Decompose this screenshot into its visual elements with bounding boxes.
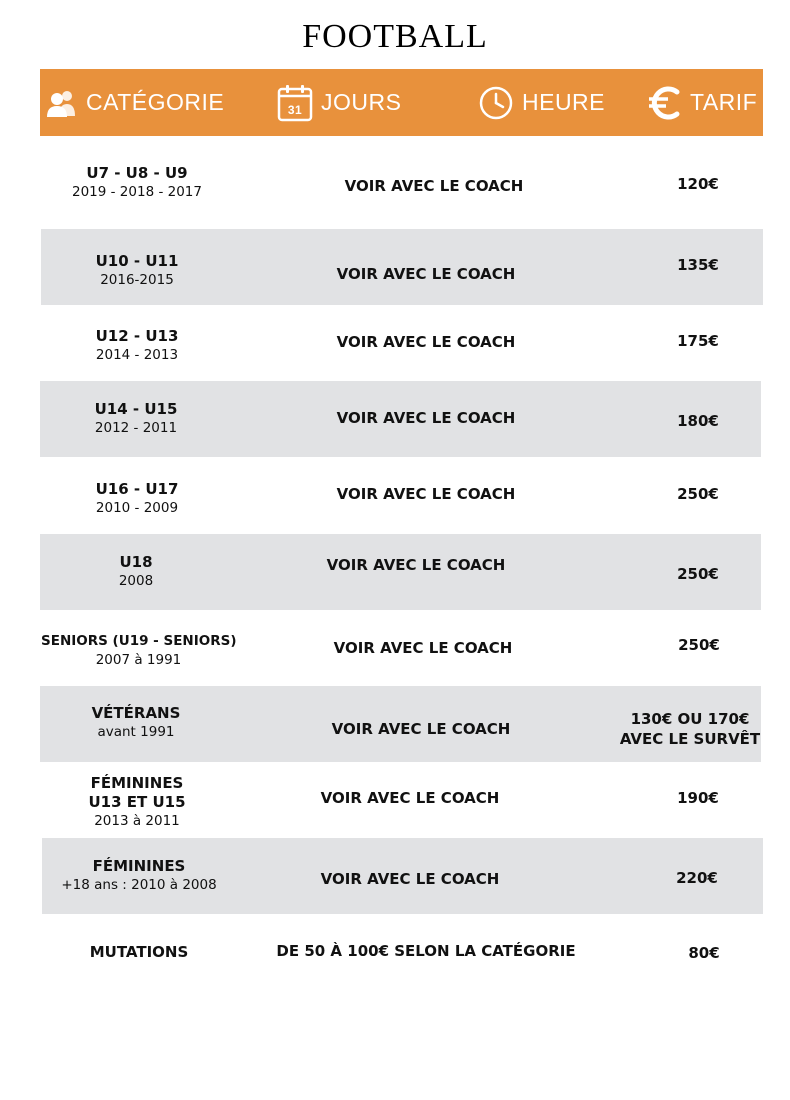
category-cell: FÉMININES U13 ET U15 2013 à 2011 <box>88 774 186 829</box>
table-row <box>41 305 763 381</box>
header-heure: HEURE <box>478 69 605 136</box>
days-cell: VOIR AVEC LE COACH <box>336 409 516 427</box>
days-cell: VOIR AVEC LE COACH <box>326 556 506 574</box>
category-cell: U7 - U8 - U9 2019 - 2018 - 2017 <box>72 164 202 200</box>
table-row <box>40 686 761 762</box>
category-cell: VÉTÉRANS avant 1991 <box>91 704 181 740</box>
header-jours: 31 JOURS <box>277 69 401 136</box>
table-row <box>41 762 763 838</box>
days-cell: VOIR AVEC LE COACH <box>331 720 511 738</box>
category-cell: MUTATIONS <box>89 943 189 961</box>
table-row <box>41 914 763 990</box>
price-cell: 190€ <box>677 789 719 807</box>
category-cell: SENIORS (U19 - SENIORS) 2007 à 1991 <box>41 633 237 668</box>
table-row <box>40 534 761 610</box>
people-icon <box>46 87 78 119</box>
table-row <box>41 229 763 305</box>
price-cell: 250€ <box>677 565 719 583</box>
price-cell: 180€ <box>677 412 719 430</box>
table-row <box>41 457 763 533</box>
days-cell: VOIR AVEC LE COACH <box>333 639 513 657</box>
category-cell: U14 - U15 2012 - 2011 <box>94 400 178 436</box>
svg-text:31: 31 <box>287 102 303 117</box>
category-cell: U12 - U13 2014 - 2013 <box>95 327 179 363</box>
table-row <box>41 610 763 686</box>
category-cell: U16 - U17 2010 - 2009 <box>95 480 179 516</box>
price-cell: 250€ <box>677 485 719 503</box>
table-row <box>42 838 763 914</box>
days-cell: VOIR AVEC LE COACH <box>320 789 500 807</box>
calendar-icon <box>277 84 313 122</box>
days-cell: VOIR AVEC LE COACH <box>336 333 516 351</box>
page-title: FOOTBALL <box>302 18 488 55</box>
days-cell: VOIR AVEC LE COACH <box>320 870 500 888</box>
price-cell: 130€ OU 170€ AVEC LE SURVÊT <box>619 710 761 748</box>
category-cell: FÉMININES +18 ans : 2010 à 2008 <box>61 857 217 893</box>
price-cell: 135€ <box>677 256 719 274</box>
table-header <box>40 69 763 136</box>
clock-icon <box>478 85 514 121</box>
price-cell: 250€ <box>678 636 720 654</box>
table-row <box>40 381 761 457</box>
price-cell: 175€ <box>677 332 719 350</box>
category-cell: U10 - U11 2016-2015 <box>95 252 179 288</box>
euro-icon <box>646 85 682 121</box>
table-row <box>41 150 763 226</box>
days-cell: DE 50 À 100€ SELON LA CATÉGORIE <box>276 942 576 960</box>
header-categorie: CATÉGORIE <box>46 69 224 136</box>
price-cell: 80€ <box>688 944 720 962</box>
price-cell: 220€ <box>676 869 718 887</box>
price-cell: 120€ <box>677 175 719 193</box>
days-cell: VOIR AVEC LE COACH <box>336 485 516 503</box>
days-cell: VOIR AVEC LE COACH <box>344 177 524 195</box>
header-tarif: TARIF <box>646 69 757 136</box>
days-cell: VOIR AVEC LE COACH <box>336 265 516 283</box>
category-cell: U18 2008 <box>118 553 154 589</box>
